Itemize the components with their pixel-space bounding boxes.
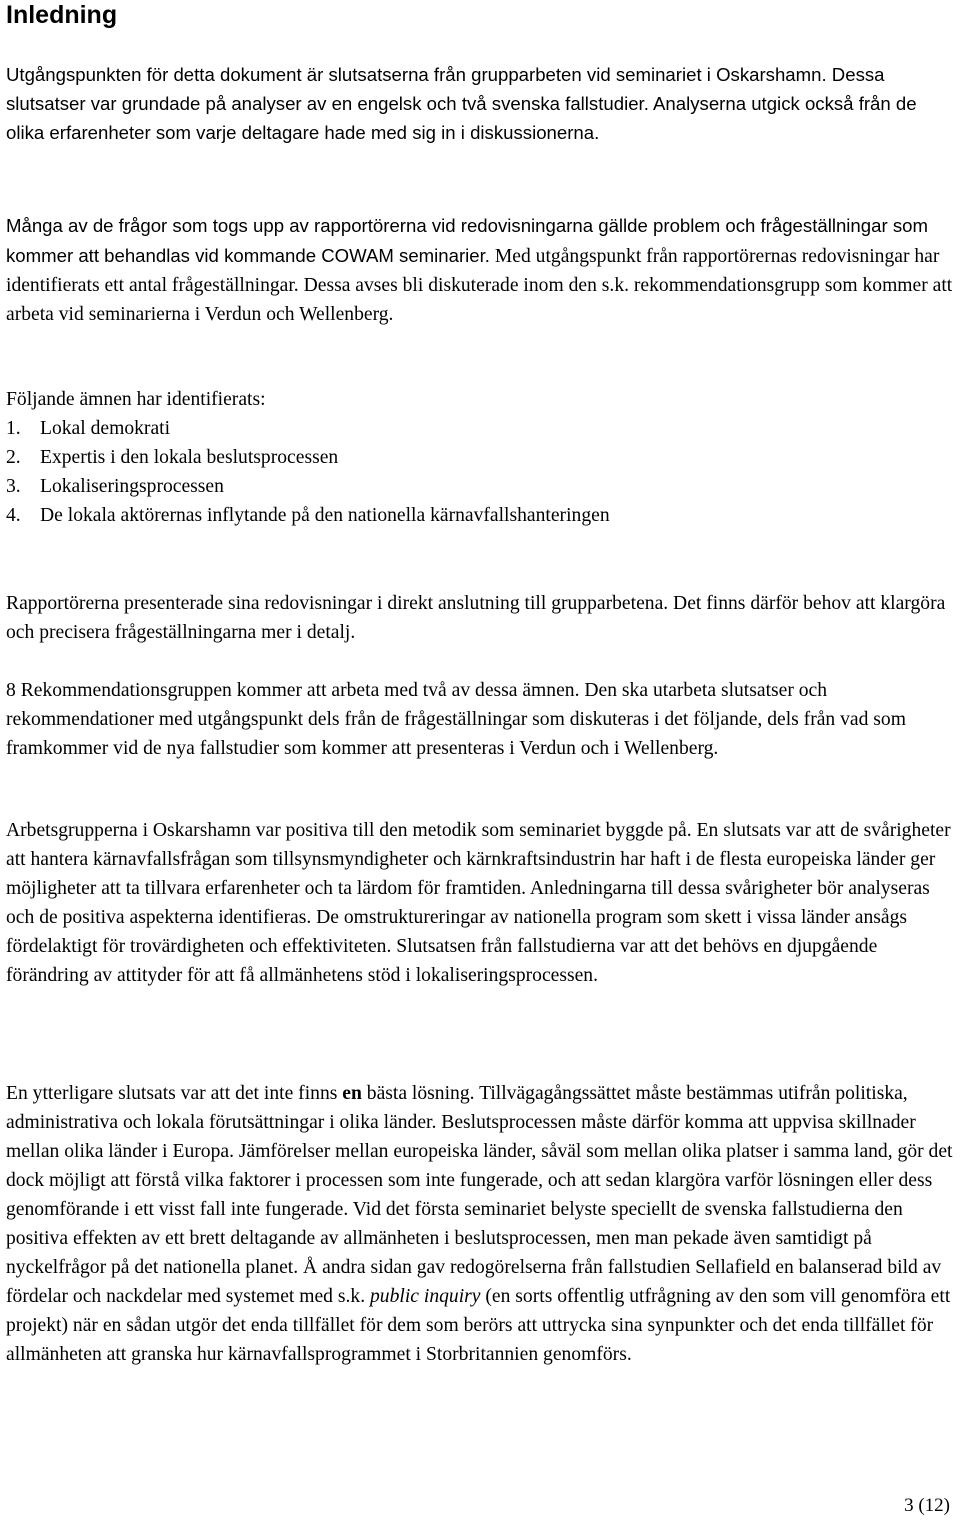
list-intro: Följande ämnen har identifierats:: [6, 389, 266, 410]
paragraph-slutsats-part-c: (en sorts offentlig utfrågning av den som vill genomföra ett projekt) när en sådan utgör det enda tillfället för dem som berörs att uttrycka sina synpunkter och det enda tillfället för allmänheten att granska hur kärnavfallsprogrammet i Storbritannien genomförs.: [6, 1286, 951, 1365]
paragraph-arbetsgrupper: Arbetsgrupperna i Oskarshamn var positiva till den metodik som seminariet byggde på. En slutsats var att de svårigheter att hantera kärnavfallsfrågan som tillsynsmyndigheter och kärnkraftsindustrin har haft i de flesta europeiska länder ger möjligheter att ta tillvara erfarenheter och ta lärdom för framtiden. Anledningarna till dessa svårigheter bör analyseras och de positiva aspekterna identifieras. De omstruktureringar av nationella program som skett i vissa länder ansågs fördelaktigt för trovärdigheten och effektiviteten. Slutsatsen från fallstudierna var att det behövs en djupgående förändring av attityder för att få allmänhetens stöd i lokaliseringsprocessen.: [6, 820, 951, 986]
list-item-number: 1.: [6, 418, 21, 439]
paragraph-slutsats: [6, 1079, 954, 1369]
paragraph-slutsats-italic: public inquiry: [370, 1286, 481, 1307]
paragraph-issues: [6, 211, 954, 329]
list-item-number: 4.: [6, 505, 21, 526]
list-item: [6, 414, 610, 443]
list-item-text: De lokala aktörernas inflytande på den nationella kärnavfallshanteringen: [40, 505, 610, 526]
paragraph-rekommendationsgrupp: 8 Rekommendationsgruppen kommer att arbeta med två av dessa ämnen. Den ska utarbeta slutsatser och rekommendationer med utgångspunkt dels från de frågeställningar som diskuteras i det följande, dels från vad som framkommer vid de nya fallstudier som kommer att presenteras i Verdun och i Wellenberg.: [6, 680, 906, 759]
paragraph-slutsats-bold: en: [342, 1083, 362, 1104]
list-item: [6, 443, 610, 472]
paragraph-slutsats-part-a: En ytterligare slutsats var att det inte finns: [6, 1083, 343, 1104]
paragraph-issues-sans-part: Många av de frågor som togs upp av rapportörerna vid redovisningarna gällde problem och frågeställningar som kommer att behandlas vid kommande COWAM seminarier.: [6, 215, 928, 266]
paragraph-issues-serif-part: Med utgångspunkt från rapportörernas redovisningar har identifierats ett antal frågeställningar. Dessa avses bli diskuterade inom den s.k. rekommendationsgrupp som kommer att arbeta vid seminarierna i Verdun och Wellenberg.: [6, 246, 953, 325]
list-item: [6, 472, 610, 501]
paragraph-rapportorer: Rapportörerna presenterade sina redovisningar i direkt anslutning till grupparbetena. Det finns därför behov att klargöra och precisera frågeställningarna mer i detalj.: [6, 593, 946, 643]
paragraph-intro: Utgångspunkten för detta dokument är slutsatserna från grupparbeten vid seminariet i Oskarshamn. Dessa slutsatser var grundade på analyser av en engelsk och två svenska fallstudier. Analyserna utgick också från de olika erfarenheter som varje deltagare hade med sig in i diskussionerna.: [6, 64, 917, 143]
topics-list: [6, 414, 610, 530]
list-item-text: Lokaliseringsprocessen: [40, 476, 224, 497]
list-item-number: 2.: [6, 447, 21, 468]
list-item: [6, 501, 610, 530]
page-number: 3 (12): [904, 1495, 950, 1516]
page-title: Inledning: [6, 1, 118, 29]
paragraph-slutsats-part-b: bästa lösning. Tillvägagångssättet måste bestämmas utifrån politiska, administrativa och lokala förutsättningar i olika länder. Beslutsprocessen måste därför komma att uppvisa skillnader mellan olika länder i Europa. Jämförelser mellan europeiska länder, såväl som mellan olika platser i samma land, gör det dock möjligt att förstå vilka faktorer i processen som inte fungerade, och att sedan klargöra varför lösningen eller dess genomförande i ett visst fall inte fungerade. Vid det första seminariet belyste speciellt de svenska fallstudierna den positiva effekten av ett brett deltagande av allmänheten i beslutsprocessen, men man pekade även samtidigt på nyckelfrågor på det nationella planet. Å andra sidan gav redogörelserna från fallstudien Sellafield en balanserad bild av fördelar och nackdelar med systemet med s.k.: [6, 1083, 953, 1307]
list-item-number: 3.: [6, 476, 21, 497]
list-item-text: Expertis i den lokala beslutsprocessen: [40, 447, 339, 468]
list-item-text: Lokal demokrati: [40, 418, 171, 439]
